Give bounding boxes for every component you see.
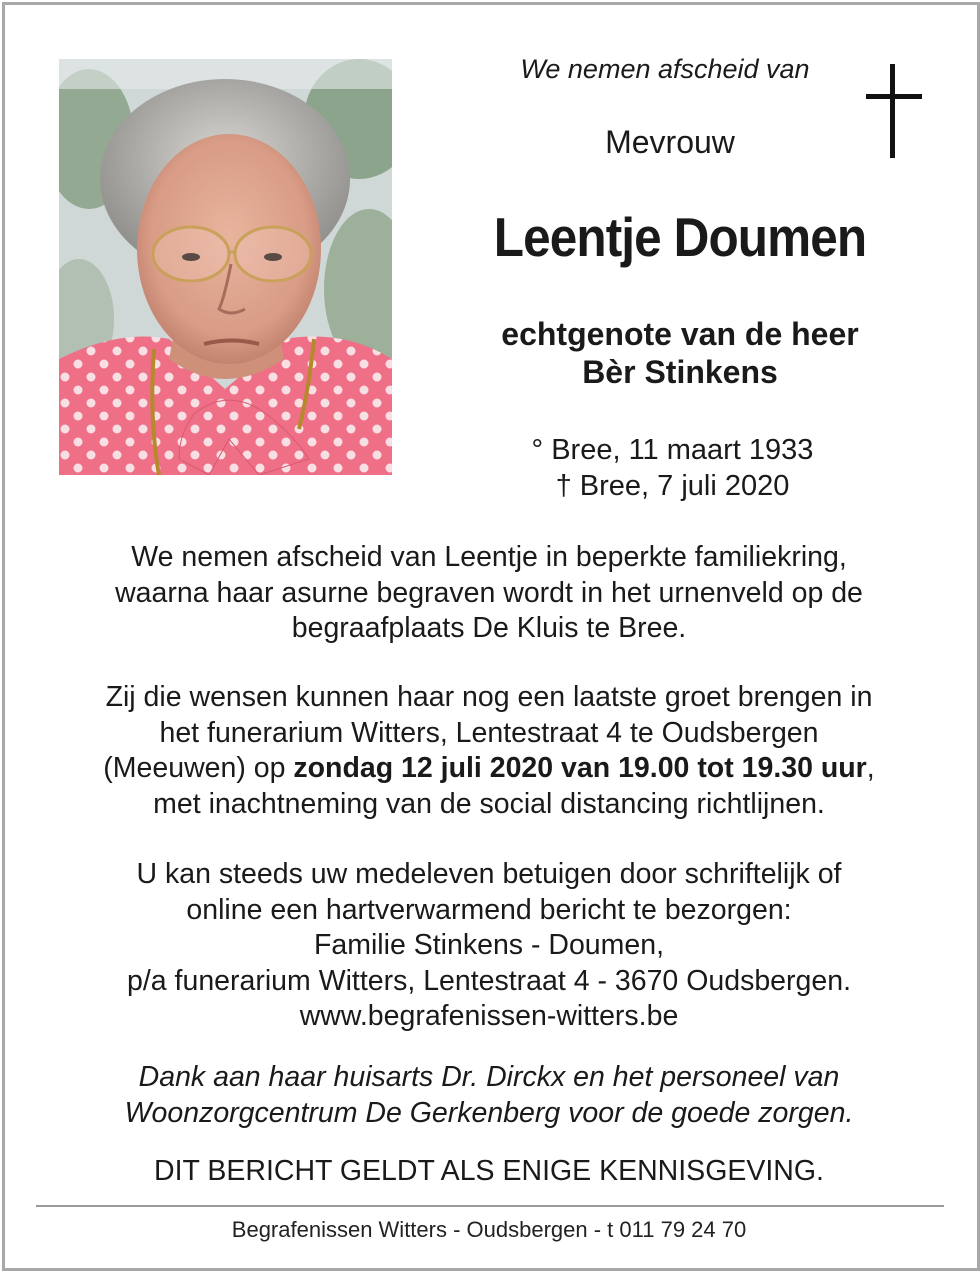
condolence-paragraph (40, 857, 938, 1035)
thanks-paragraph (40, 1060, 938, 1131)
paragraph-line: U kan steeds uw medeleven betuigen door schriftelijk of (136, 858, 842, 890)
spouse-name: Bèr Stinkens (582, 354, 778, 390)
closing-notice: DIT BERICHT GELDT ALS ENIGE KENNISGEVING. (154, 1155, 824, 1187)
portrait-photo (59, 59, 392, 475)
paragraph-line: online een hartverwarmend bericht te bezorgen: (186, 893, 792, 926)
paragraph-line: Dank aan haar huisarts Dr. Dirckx en het personeel van (138, 1061, 840, 1093)
paragraph-line: begraafplaats De Kluis te Bree. (291, 612, 687, 644)
paragraph-line: het funerarium Witters, Lentestraat 4 te Oudsbergen (159, 716, 819, 749)
paragraph-line (40, 751, 938, 787)
birth-date: ° Bree, 11 maart 1933 (531, 434, 814, 466)
dates-block (400, 432, 945, 504)
family-name: Familie Stinkens - Doumen, (313, 929, 665, 961)
intro-text: We nemen afscheid van (520, 54, 810, 84)
footer-text: Begrafenissen Witters - Oudsbergen - t 011 79 24 70 (231, 1217, 747, 1242)
visitation-suffix: , (866, 752, 875, 784)
paragraph-line: We nemen afscheid van Leentje in beperkte familiekring, (131, 541, 847, 573)
deceased-name: Leentje Doumen (493, 206, 867, 268)
paragraph-line: met inachtneming van de social distancing richtlijnen. (153, 787, 825, 820)
salutation: Mevrouw (605, 124, 735, 160)
farewell-paragraph (40, 540, 938, 647)
spouse-line: echtgenote van de heer (501, 316, 859, 352)
visitation-paragraph (40, 680, 938, 822)
website-link[interactable]: www.begrafenissen-witters.be (299, 1000, 679, 1032)
spouse-block (400, 315, 960, 391)
paragraph-line: Woonzorgcentrum De Gerkenberg voor de goede zorgen. (124, 1096, 854, 1129)
footer-divider (36, 1205, 944, 1207)
paragraph-line: waarna haar asurne begraven wordt in het urnenveld op de (115, 576, 863, 609)
paragraph-line: Zij die wensen kunnen haar nog een laatste groet brengen in (105, 681, 873, 713)
visitation-prefix: (Meeuwen) op (103, 752, 294, 784)
death-date: † Bree, 7 juli 2020 (555, 470, 790, 502)
visitation-datetime: zondag 12 juli 2020 van 19.00 tot 19.30 uur (293, 752, 867, 784)
postal-address: p/a funerarium Witters, Lentestraat 4 - 3670 Oudsbergen. (127, 964, 851, 997)
